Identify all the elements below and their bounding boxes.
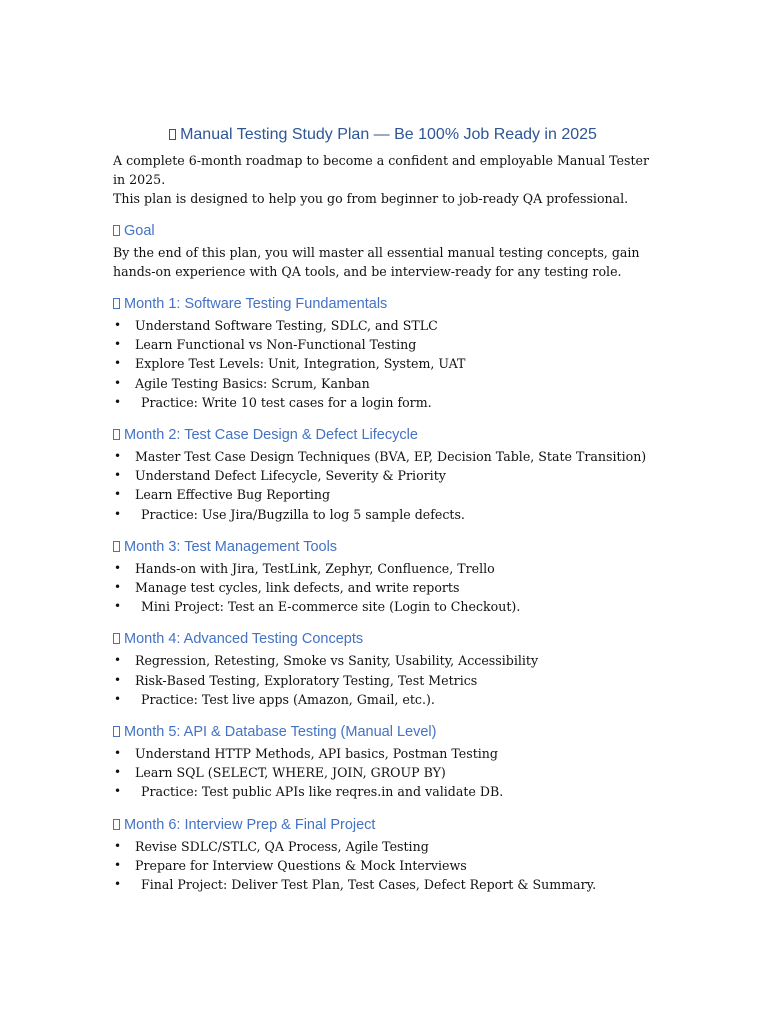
list-item — [113, 393, 653, 412]
month-heading-text: Month 6: Interview Prep & Final Project — [124, 816, 376, 833]
list-item-text: Agile Testing Basics: Scrum, Kanban — [135, 375, 370, 391]
list-item-text: Revise SDLC/STLC, QA Process, Agile Testing — [135, 838, 429, 854]
month-heading-text: Month 4: Advanced Testing Concepts — [124, 631, 364, 648]
bullet-icon: • — [114, 599, 122, 614]
list-item — [113, 466, 653, 485]
list-item-text: Risk-Based Testing, Exploratory Testing, Test Metrics — [135, 672, 478, 688]
list-item-text: Practice: Test public APIs like reqres.in and validate DB. — [141, 784, 504, 800]
list-item-text: Manage test cycles, link defects, and write reports — [135, 580, 460, 596]
list-item-text: Final Project: Deliver Test Plan, Test Cases, Defect Report & Summary. — [141, 877, 597, 893]
list-item — [113, 597, 653, 616]
month-4-list — [113, 651, 653, 709]
bullet-icon: • — [114, 784, 122, 799]
month-6-list — [113, 837, 653, 895]
bullet-icon: • — [114, 765, 122, 780]
missing-glyph-icon — [113, 819, 120, 830]
list-item — [113, 837, 653, 856]
list-item-text: Understand Software Testing, SDLC, and STLC — [135, 318, 438, 333]
month-2-heading — [113, 425, 653, 445]
list-item — [113, 485, 653, 504]
list-item-text: Understand Defect Lifecycle, Severity & Priority — [135, 468, 446, 484]
list-item — [113, 690, 653, 709]
goal-text: By the end of this plan, you will master all essential manual testing concepts, gain hands-on experience with QA tools, and be interview-ready for any testing role. — [113, 245, 640, 279]
list-item — [113, 856, 653, 875]
goal-heading-text: Goal — [124, 223, 155, 239]
list-item-text: Hands-on with Jira, TestLink, Zephyr, Confluence, Trello — [135, 560, 495, 576]
document-page — [113, 124, 653, 894]
list-item-text: Learn SQL (SELECT, WHERE, JOIN, GROUP BY) — [135, 765, 446, 781]
list-item-text: Practice: Test live apps (Amazon, Gmail, etc.). — [141, 691, 435, 707]
list-item — [113, 875, 653, 894]
missing-glyph-icon — [113, 429, 120, 440]
list-item-text: Prepare for Interview Questions & Mock Interviews — [135, 857, 467, 873]
list-item-text: Explore Test Levels: Unit, Integration, System, UAT — [135, 356, 466, 372]
month-sections — [113, 294, 653, 894]
month-3-list — [113, 559, 653, 617]
bullet-icon: • — [114, 877, 122, 892]
list-item — [113, 447, 653, 466]
list-item — [113, 374, 653, 393]
bullet-icon: • — [114, 356, 122, 371]
missing-glyph-icon — [113, 726, 120, 737]
list-item-text: Regression, Retesting, Smoke vs Sanity, Usability, Accessibility — [135, 653, 539, 669]
bullet-icon: • — [114, 560, 122, 575]
list-item — [113, 671, 653, 690]
bullet-icon: • — [114, 746, 122, 761]
list-item-text: Learn Functional vs Non-Functional Testing — [135, 337, 417, 353]
bullet-icon: • — [114, 375, 122, 390]
month-6-heading — [113, 815, 653, 835]
month-heading-text: Month 5: API & Database Testing (Manual Level) — [124, 724, 437, 741]
list-item-text: Understand HTTP Methods, API basics, Postman Testing — [135, 746, 498, 762]
missing-glyph-icon — [113, 633, 120, 644]
bullet-icon: • — [114, 653, 122, 668]
list-item — [113, 559, 653, 578]
bullet-icon: • — [114, 449, 122, 464]
goal-heading — [113, 221, 653, 241]
bullet-icon: • — [114, 394, 122, 409]
bullet-icon: • — [114, 337, 122, 352]
month-1-heading — [113, 294, 653, 314]
list-item — [113, 316, 653, 335]
list-item — [113, 505, 653, 524]
missing-glyph-icon — [113, 298, 120, 309]
list-item-text: Learn Effective Bug Reporting — [135, 487, 331, 503]
month-5-heading — [113, 722, 653, 742]
list-item — [113, 744, 653, 763]
month-heading-text: Month 2: Test Case Design & Defect Lifecycle — [124, 427, 418, 444]
missing-glyph-icon — [113, 541, 120, 552]
bullet-icon: • — [114, 672, 122, 687]
intro-line-1: A complete 6-month roadmap to become a confident and employable Manual Tester in 2025. — [113, 153, 649, 187]
bullet-icon: • — [114, 580, 122, 595]
list-item-text: Practice: Use Jira/Bugzilla to log 5 sample defects. — [141, 506, 465, 522]
list-item — [113, 763, 653, 782]
intro-line-2: This plan is designed to help you go from beginner to job-ready QA professional. — [113, 191, 629, 206]
list-item — [113, 578, 653, 597]
bullet-icon: • — [114, 838, 122, 853]
list-item-text: Practice: Write 10 test cases for a login form. — [141, 394, 432, 410]
bullet-icon: • — [114, 487, 122, 502]
bullet-icon: • — [114, 506, 122, 521]
month-heading-text: Month 1: Software Testing Fundamentals — [124, 296, 388, 312]
document-title — [113, 124, 653, 146]
bullet-icon: • — [114, 468, 122, 483]
month-4-heading — [113, 629, 653, 649]
list-item — [113, 782, 653, 801]
list-item-text: Mini Project: Test an E-commerce site (Login to Checkout). — [141, 599, 521, 615]
month-1-list — [113, 316, 653, 412]
missing-glyph-icon — [169, 129, 176, 140]
list-item-text: Master Test Case Design Techniques (BVA, EP, Decision Table, State Transition) — [135, 449, 647, 465]
bullet-icon: • — [114, 857, 122, 872]
list-item — [113, 335, 653, 354]
month-2-list — [113, 447, 653, 524]
month-heading-text: Month 3: Test Management Tools — [124, 538, 338, 555]
bullet-icon: • — [114, 691, 122, 706]
list-item — [113, 354, 653, 373]
list-item — [113, 651, 653, 670]
missing-glyph-icon — [113, 225, 120, 236]
month-3-heading — [113, 537, 653, 557]
document-title-text: Manual Testing Study Plan — Be 100% Job Ready in 2025 — [180, 126, 597, 143]
month-5-list — [113, 744, 653, 802]
bullet-icon: • — [114, 318, 122, 332]
